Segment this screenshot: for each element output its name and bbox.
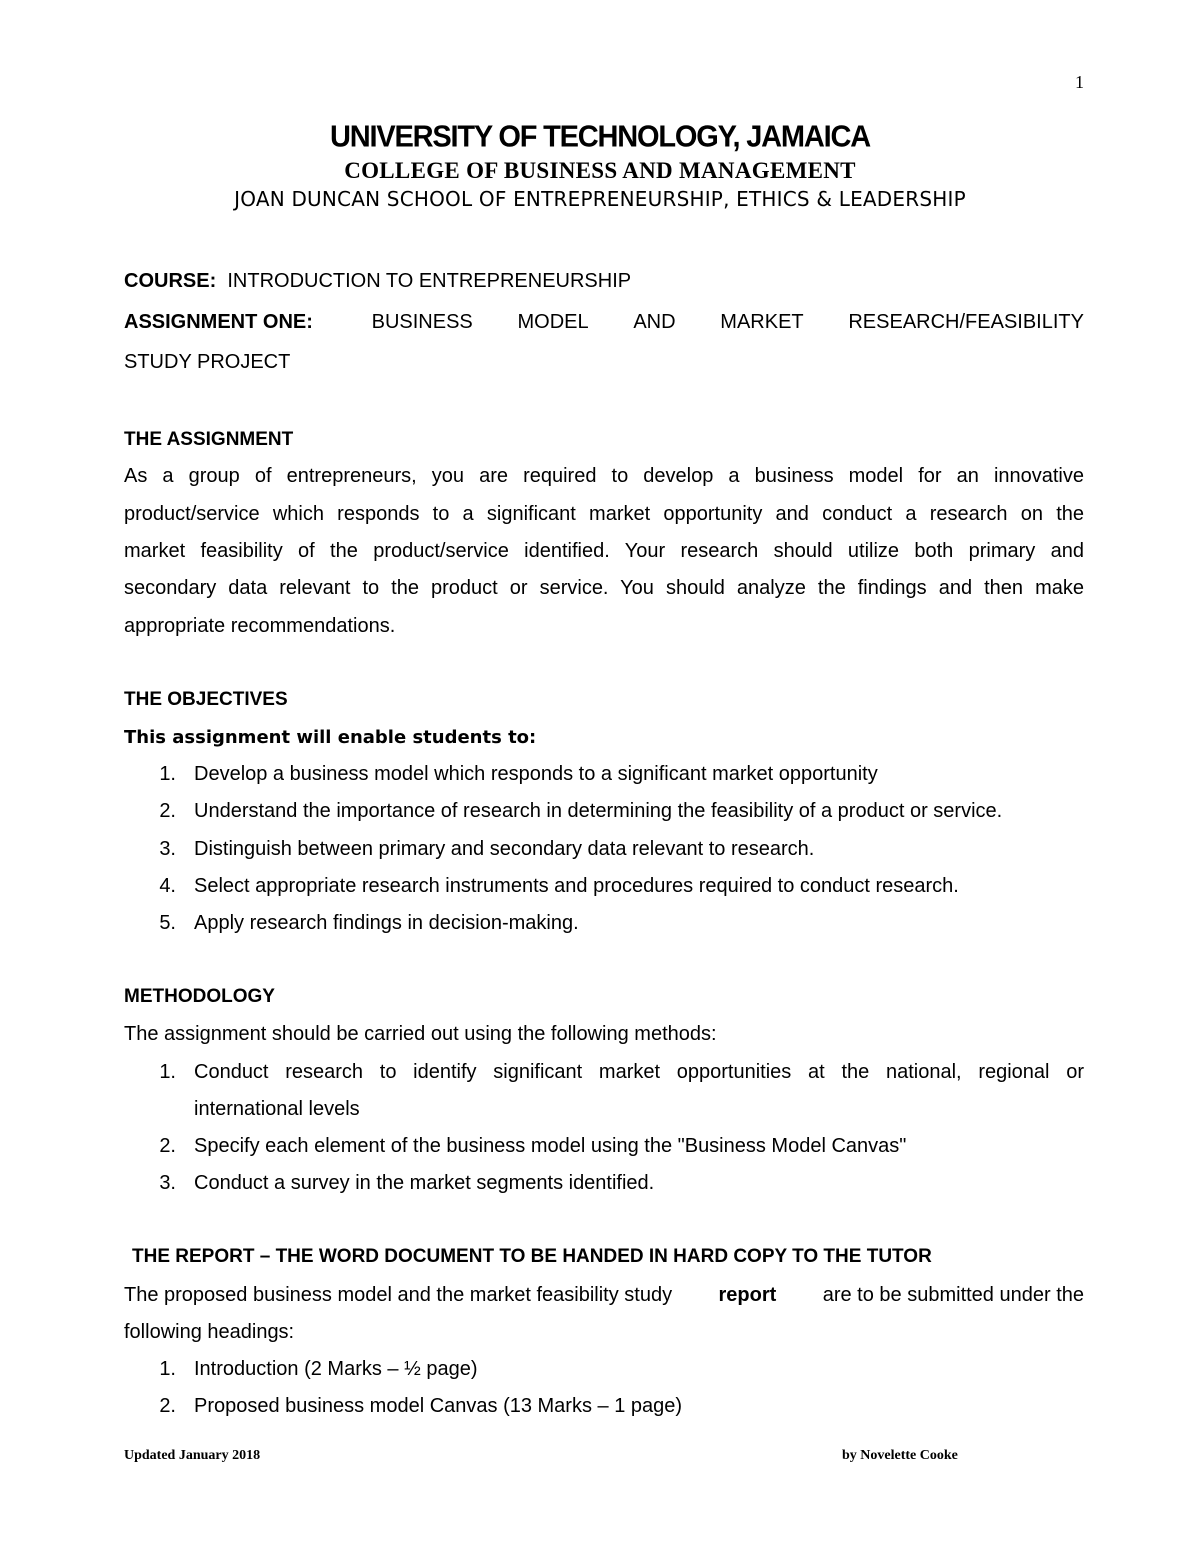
report-text: are to be submitted under the <box>822 1284 1084 1306</box>
report-heading: THE REPORT – THE WORD DOCUMENT TO BE HANDED IN HARD COPY TO THE TUTOR <box>132 1246 932 1267</box>
assignment-text-line: As a group of entrepreneurs, you are required to develop a business model for an innovative <box>124 465 1084 487</box>
footer-updated: Updated January 2018 <box>124 1448 261 1463</box>
report-item: Proposed business model Canvas (13 Marks – 1 page) <box>194 1395 683 1417</box>
objective-item: Apply research findings in decision-making. <box>194 912 579 934</box>
objective-item: Develop a business model which responds to a significant market opportunity <box>194 763 878 785</box>
course-line <box>124 270 631 293</box>
page-number: 1 <box>1075 72 1084 92</box>
university-title: UNIVERSITY OF TECHNOLOGY, JAMAICA <box>330 120 870 154</box>
assignment-word: MODEL <box>517 311 589 333</box>
assignment-text-line: secondary data relevant to the product or service. You should analyze the findings and then make <box>124 577 1084 599</box>
report-line-1 <box>124 1284 1084 1307</box>
assignment-word: AND <box>633 311 676 333</box>
assignment-line-2: STUDY PROJECT <box>124 351 291 373</box>
objectives-intro: This assignment will enable students to: <box>124 727 537 748</box>
methodology-item-cont: international levels <box>194 1098 360 1120</box>
report-text: The proposed business model and the market feasibility study <box>124 1284 673 1306</box>
list-number: 4. <box>159 875 176 897</box>
footer-author: by Novelette Cooke <box>842 1448 958 1463</box>
methodology-item: Conduct research to identify significant market opportunities at the national, regional or <box>194 1061 1084 1083</box>
assignment-label: ASSIGNMENT ONE: <box>124 311 313 333</box>
assignment-line <box>124 311 1084 334</box>
list-number: 3. <box>159 1172 176 1194</box>
methodology-intro: The assignment should be carried out using the following methods: <box>124 1023 717 1045</box>
objective-item: Select appropriate research instruments and procedures required to conduct research. <box>194 875 959 897</box>
assignment-heading: THE ASSIGNMENT <box>124 429 294 450</box>
list-number: 5. <box>159 912 176 934</box>
objectives-heading: THE OBJECTIVES <box>124 689 288 710</box>
list-number: 1. <box>159 763 176 785</box>
course-label: COURSE: <box>124 270 217 292</box>
school-name: JOAN DUNCAN SCHOOL OF ENTREPRENEURSHIP, ETHICS & LEADERSHIP <box>234 187 966 211</box>
college-name: COLLEGE OF BUSINESS AND MANAGEMENT <box>344 158 856 183</box>
methodology-item: Conduct a survey in the market segments identified. <box>194 1172 655 1194</box>
list-number: 2. <box>159 1135 176 1157</box>
list-number: 1. <box>159 1061 176 1083</box>
assignment-word: MARKET <box>720 311 804 333</box>
assignment-word: BUSINESS <box>371 311 473 333</box>
assignment-text-line: appropriate recommendations. <box>124 615 396 637</box>
assignment-text-line: product/service which responds to a significant market opportunity and conduct a research on the <box>124 503 1084 525</box>
methodology-heading: METHODOLOGY <box>124 986 275 1007</box>
course-value: INTRODUCTION TO ENTREPRENEURSHIP <box>227 270 632 292</box>
list-number: 2. <box>159 1395 176 1417</box>
objective-item: Understand the importance of research in determining the feasibility of a product or service. <box>194 800 1003 822</box>
report-item: Introduction (2 Marks – ½ page) <box>194 1358 478 1380</box>
assignment-text-line: market feasibility of the product/service identified. Your research should utilize both primary and <box>124 540 1084 562</box>
list-number: 1. <box>159 1358 176 1380</box>
report-bold-word: report <box>718 1284 777 1306</box>
methodology-item: Specify each element of the business model using the "Business Model Canvas" <box>194 1135 907 1157</box>
assignment-word: RESEARCH/FEASIBILITY <box>848 311 1084 333</box>
objective-item: Distinguish between primary and secondary data relevant to research. <box>194 838 815 860</box>
list-number: 2. <box>159 800 176 822</box>
report-line-2: following headings: <box>124 1321 295 1343</box>
list-number: 3. <box>159 838 176 860</box>
